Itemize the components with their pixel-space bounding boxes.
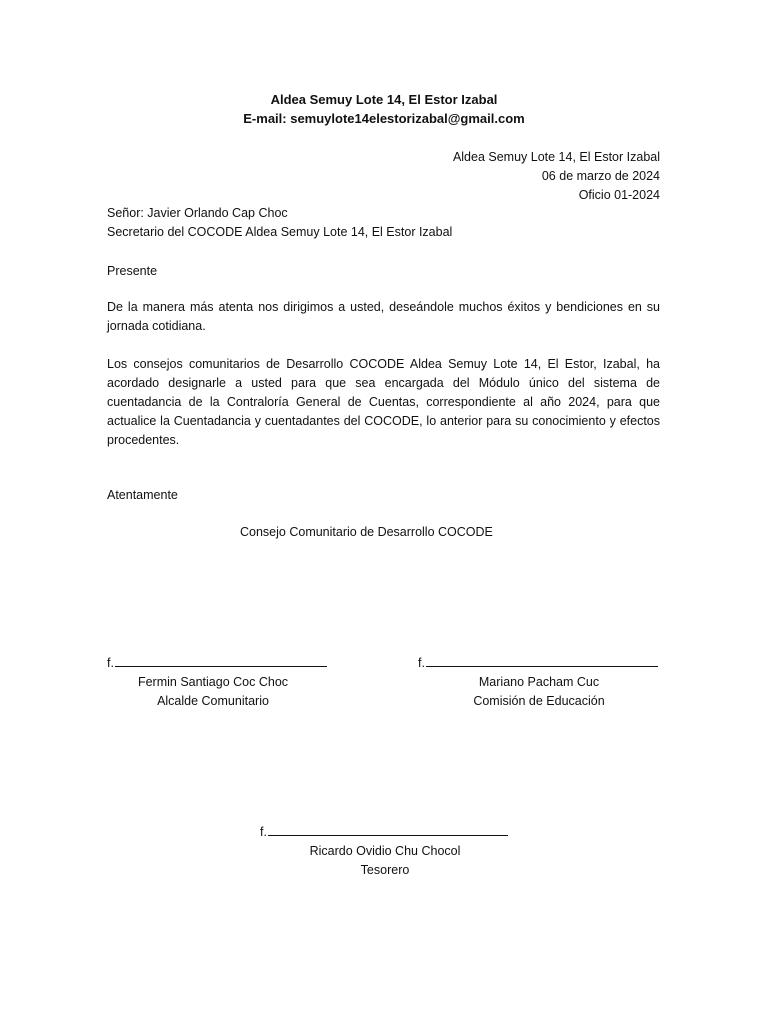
header-place: Aldea Semuy Lote 14, El Estor Izabal <box>452 150 660 164</box>
recipient-block <box>107 204 452 242</box>
signature-rule <box>268 834 508 836</box>
signature-prefix: f. <box>418 656 425 670</box>
signature-prefix: f. <box>107 656 114 670</box>
council-name: Consejo Comunitario de Desarrollo COCODE <box>240 525 493 539</box>
signature-line <box>418 654 660 673</box>
body-paragraph-1: De la manera más atenta nos dirigimos a usted, deseándole muchos éxitos y bendiciones en su jornada cotidiana. <box>107 300 660 333</box>
closing: Atentamente <box>107 488 178 502</box>
signatory-name: Ricardo Ovidio Chu Chocol <box>309 844 461 858</box>
signatory-name: Fermin Santiago Coc Choc <box>137 675 289 689</box>
body-paragraph-2: Los consejos comunitarios de Desarrollo COCODE Aldea Semuy Lote 14, El Estor, Izabal, ha acordado designarle a usted para que sea encargada del Módulo único del sistema de cuentadancia de la Contraloría General de Cuentas, correspondiente al año 2024, para que actualice la Cuentadancia y cuentadantes del COCODE, lo anterior para su conocimiento y efectos procedentes. <box>107 357 660 447</box>
greeting: Presente <box>107 264 158 278</box>
signature-rule <box>115 665 327 667</box>
recipient-name: Señor: Javier Orlando Cap Choc <box>107 206 288 220</box>
letterhead-address: Aldea Semuy Lote 14, El Estor Izabal <box>270 92 498 107</box>
header-reference: Oficio 01-2024 <box>578 188 660 202</box>
recipient-title: Secretario del COCODE Aldea Semuy Lote 14, El Estor Izabal <box>107 225 453 239</box>
signatory-role: Alcalde Comunitario <box>157 694 269 708</box>
signature-line <box>107 654 329 673</box>
signature-block-3 <box>260 823 510 880</box>
signatory-role: Tesorero <box>360 863 410 877</box>
signatory-name: Mariano Pacham Cuc <box>478 675 600 689</box>
signature-line <box>260 823 510 842</box>
letterhead-email: E-mail: semuylote14elestorizabal@gmail.com <box>243 111 525 126</box>
signatory-role: Comisión de Educación <box>473 694 605 708</box>
signature-prefix: f. <box>260 825 267 839</box>
header-block <box>453 148 660 205</box>
letterhead <box>0 90 768 128</box>
signature-rule <box>426 665 658 667</box>
header-date: 06 de marzo de 2024 <box>541 169 660 183</box>
signature-block-1 <box>107 654 329 711</box>
signature-block-2 <box>418 654 660 711</box>
